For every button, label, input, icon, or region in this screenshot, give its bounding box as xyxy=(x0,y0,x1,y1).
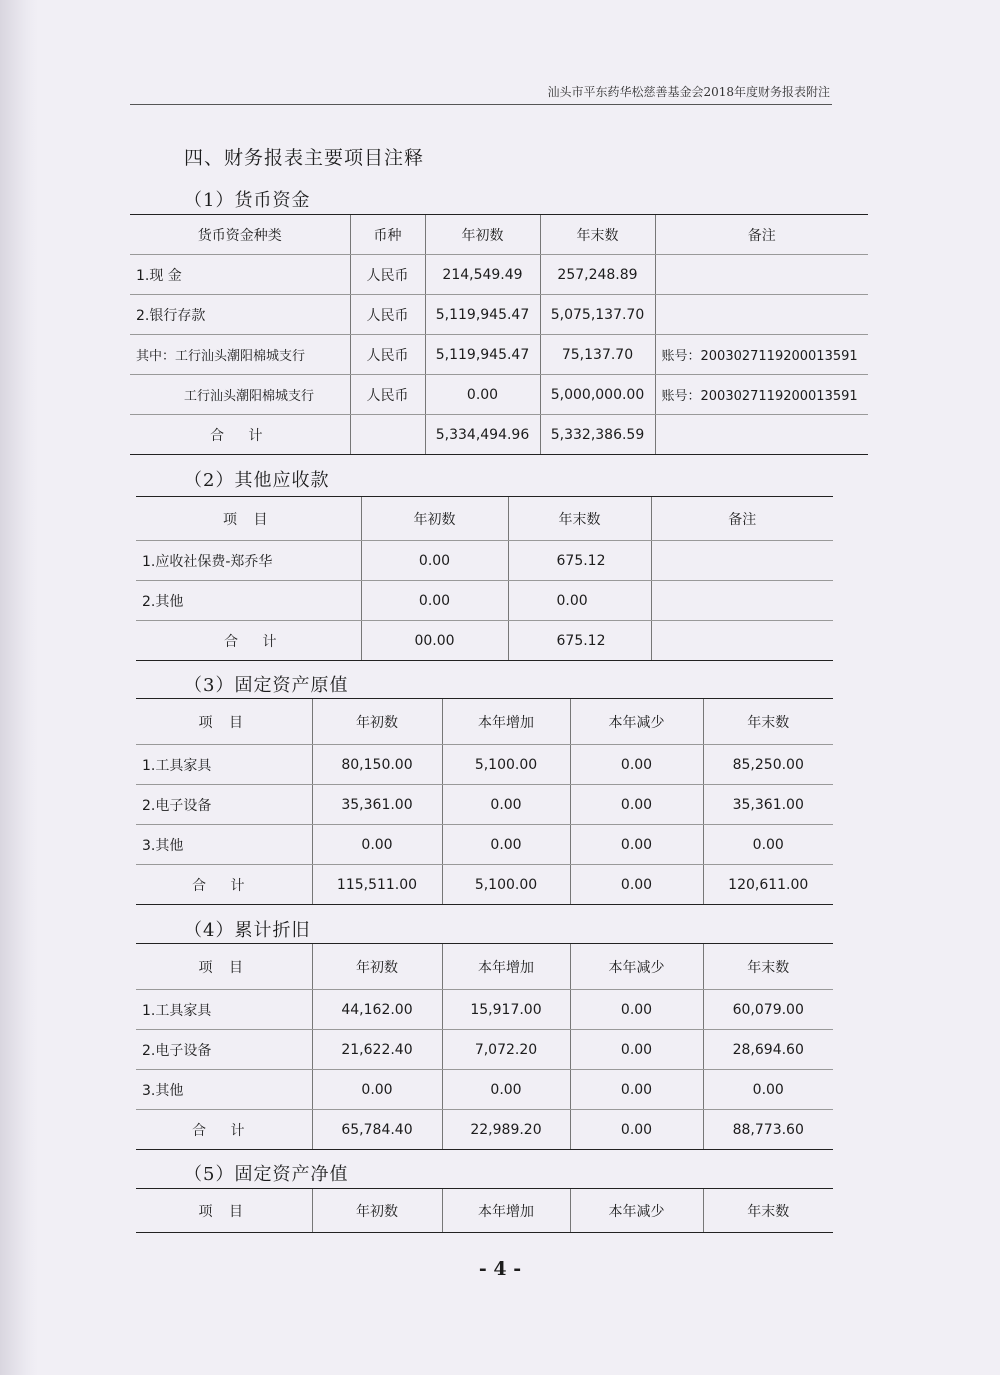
table-row xyxy=(130,375,868,415)
column-header: 项 目 xyxy=(136,1189,312,1233)
total-label: 合 计 xyxy=(136,865,312,905)
note-cell xyxy=(655,415,868,455)
currency-cell: 人民币 xyxy=(350,295,425,335)
decrease-cell: 0.00 xyxy=(570,1070,703,1110)
increase-cell: 7,072.20 xyxy=(442,1030,570,1070)
opening-total: 5,334,494.96 xyxy=(425,415,540,455)
table-header-row xyxy=(136,497,833,541)
closing-cell: 35,361.00 xyxy=(703,785,833,825)
column-header: 年末数 xyxy=(540,215,655,255)
closing-total: 5,332,386.59 xyxy=(540,415,655,455)
column-header: 本年增加 xyxy=(442,699,570,745)
closing-cell: 0.00 xyxy=(703,825,833,865)
currency-cell: 人民币 xyxy=(350,335,425,375)
opening-cell: 0.00 xyxy=(361,541,508,581)
opening-total: 115,511.00 xyxy=(312,865,442,905)
column-header: 项 目 xyxy=(136,497,361,541)
column-header: 本年减少 xyxy=(570,1189,703,1233)
increase-total: 5,100.00 xyxy=(442,865,570,905)
column-header: 本年减少 xyxy=(570,944,703,990)
column-header: 年末数 xyxy=(703,699,833,745)
closing-total: 675.12 xyxy=(508,621,651,661)
opening-cell: 214,549.49 xyxy=(425,255,540,295)
closing-cell: 28,694.60 xyxy=(703,1030,833,1070)
opening-cell: 5,119,945.47 xyxy=(425,335,540,375)
table-row xyxy=(136,541,833,581)
decrease-cell: 0.00 xyxy=(570,1030,703,1070)
decrease-total: 0.00 xyxy=(570,1110,703,1150)
note-cell: 账号：2003027119200013591 xyxy=(655,375,868,415)
table-header-row xyxy=(136,699,833,745)
fixed-assets-title: （3）固定资产原值 xyxy=(184,675,349,696)
table-row xyxy=(136,785,833,825)
table-row xyxy=(136,990,833,1030)
section-title: 四、财务报表主要项目注释 xyxy=(184,147,425,169)
increase-cell: 5,100.00 xyxy=(442,745,570,785)
depreciation-table xyxy=(136,943,833,1150)
item-label: 2.电子设备 xyxy=(136,1030,312,1070)
column-header: 年初数 xyxy=(312,944,442,990)
table-header-row xyxy=(136,944,833,990)
item-label: 1.应收社保费-郑乔华 xyxy=(136,541,361,581)
column-header: 项 目 xyxy=(136,699,312,745)
total-row xyxy=(136,621,833,661)
column-header: 年初数 xyxy=(425,215,540,255)
column-header: 年末数 xyxy=(703,944,833,990)
column-header: 本年增加 xyxy=(442,944,570,990)
item-label: 1.工具家具 xyxy=(136,990,312,1030)
table-row xyxy=(136,1070,833,1110)
closing-cell: 0.00 xyxy=(508,581,651,621)
note-cell xyxy=(651,581,833,621)
increase-cell: 0.00 xyxy=(442,825,570,865)
opening-cell: 44,162.00 xyxy=(312,990,442,1030)
table-header-row xyxy=(130,215,868,255)
table-row xyxy=(136,581,833,621)
decrease-cell: 0.00 xyxy=(570,745,703,785)
table-row xyxy=(130,255,868,295)
note-cell xyxy=(651,621,833,661)
opening-cell: 0.00 xyxy=(312,1070,442,1110)
closing-cell: 257,248.89 xyxy=(540,255,655,295)
note-cell: 账号：2003027119200013591 xyxy=(655,335,868,375)
closing-cell: 0.00 xyxy=(703,1070,833,1110)
closing-cell: 60,079.00 xyxy=(703,990,833,1030)
item-label: 1.工具家具 xyxy=(136,745,312,785)
cash-title: （1）货币资金 xyxy=(184,190,311,211)
opening-cell: 0.00 xyxy=(425,375,540,415)
header-rule xyxy=(130,104,832,105)
total-label: 合 计 xyxy=(130,415,350,455)
closing-cell: 75,137.70 xyxy=(540,335,655,375)
item-label: 其中：工行汕头潮阳棉城支行 xyxy=(130,335,350,375)
net-value-table xyxy=(136,1188,833,1233)
column-header: 年初数 xyxy=(312,699,442,745)
total-row xyxy=(136,1110,833,1150)
column-header: 备注 xyxy=(655,215,868,255)
decrease-cell: 0.00 xyxy=(570,785,703,825)
currency-cell: 人民币 xyxy=(350,255,425,295)
opening-cell: 0.00 xyxy=(312,825,442,865)
item-label: 工行汕头潮阳棉城支行 xyxy=(130,375,350,415)
binding-edge xyxy=(0,0,38,1375)
item-label: 3.其他 xyxy=(136,1070,312,1110)
note-cell xyxy=(655,255,868,295)
item-label: 2.电子设备 xyxy=(136,785,312,825)
closing-total: 88,773.60 xyxy=(703,1110,833,1150)
page-number: - 4 - xyxy=(478,1258,522,1280)
currency-cell xyxy=(350,415,425,455)
fixed-assets-table xyxy=(136,698,833,905)
total-label: 合 计 xyxy=(136,1110,312,1150)
opening-cell: 80,150.00 xyxy=(312,745,442,785)
opening-total: 00.00 xyxy=(361,621,508,661)
closing-cell: 5,000,000.00 xyxy=(540,375,655,415)
table-row xyxy=(130,335,868,375)
opening-cell: 21,622.40 xyxy=(312,1030,442,1070)
table-row xyxy=(136,745,833,785)
table-header-row xyxy=(136,1189,833,1233)
item-label: 3.其他 xyxy=(136,825,312,865)
note-cell xyxy=(651,541,833,581)
opening-total: 65,784.40 xyxy=(312,1110,442,1150)
total-label: 合 计 xyxy=(136,621,361,661)
table-row xyxy=(136,825,833,865)
receivables-title: （2）其他应收款 xyxy=(184,470,330,491)
total-row xyxy=(136,865,833,905)
closing-cell: 85,250.00 xyxy=(703,745,833,785)
column-header: 币种 xyxy=(350,215,425,255)
column-header: 年初数 xyxy=(361,497,508,541)
decrease-cell: 0.00 xyxy=(570,990,703,1030)
opening-cell: 5,119,945.47 xyxy=(425,295,540,335)
opening-cell: 35,361.00 xyxy=(312,785,442,825)
item-label: 2.银行存款 xyxy=(130,295,350,335)
increase-cell: 0.00 xyxy=(442,785,570,825)
column-header: 货币资金种类 xyxy=(130,215,350,255)
closing-cell: 675.12 xyxy=(508,541,651,581)
closing-total: 120,611.00 xyxy=(703,865,833,905)
decrease-total: 0.00 xyxy=(570,865,703,905)
cash-table xyxy=(130,214,868,455)
increase-total: 22,989.20 xyxy=(442,1110,570,1150)
item-label: 2.其他 xyxy=(136,581,361,621)
column-header: 年末数 xyxy=(508,497,651,541)
net-value-title: （5）固定资产净值 xyxy=(184,1164,349,1185)
depreciation-title: （4）累计折旧 xyxy=(184,920,311,941)
decrease-cell: 0.00 xyxy=(570,825,703,865)
receivables-table xyxy=(136,496,833,661)
opening-cell: 0.00 xyxy=(361,581,508,621)
table-row xyxy=(130,295,868,335)
closing-cell: 5,075,137.70 xyxy=(540,295,655,335)
column-header: 项 目 xyxy=(136,944,312,990)
increase-cell: 15,917.00 xyxy=(442,990,570,1030)
column-header: 本年减少 xyxy=(570,699,703,745)
column-header: 年末数 xyxy=(703,1189,833,1233)
page-header: 汕头市平东药华松慈善基金会2018年度财务报表附注 xyxy=(547,85,830,99)
currency-cell: 人民币 xyxy=(350,375,425,415)
column-header: 备注 xyxy=(651,497,833,541)
total-row xyxy=(130,415,868,455)
table-row xyxy=(136,1030,833,1070)
column-header: 本年增加 xyxy=(442,1189,570,1233)
item-label: 1.现 金 xyxy=(130,255,350,295)
column-header: 年初数 xyxy=(312,1189,442,1233)
note-cell xyxy=(655,295,868,335)
increase-cell: 0.00 xyxy=(442,1070,570,1110)
